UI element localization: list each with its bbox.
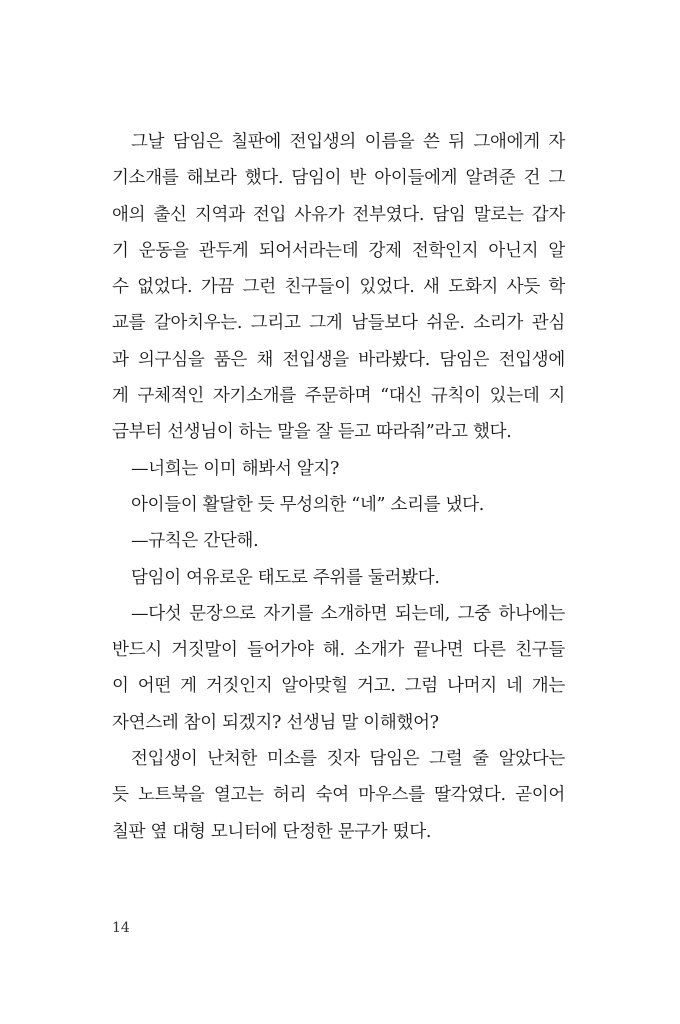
text-line: 금부터 선생님이 하는 말을 잘 듣고 따라줘”라고 했다. — [112, 422, 512, 443]
text-line: 기소개를 해보라 했다. 담임이 반 아이들에게 알려준 건 그 — [112, 168, 565, 189]
text-line: 그날 담임은 칠판에 전입생의 이름을 쓴 뒤 그애에게 자 — [131, 132, 565, 152]
page-number: 14 — [112, 920, 130, 936]
body-text — [112, 124, 565, 850]
text-line: —너희는 이미 해봐서 알지? — [131, 458, 340, 479]
text-line: 전입생이 난처한 미소를 짓자 담임은 그럴 줄 알았다는 — [131, 749, 565, 770]
text-line: 애의 출신 지역과 전입 사유가 전부였다. 담임 말로는 갑자 — [112, 204, 565, 225]
text-line: 게 구체적인 자기소개를 주문하며 “대신 규칙이 있는데 지 — [112, 386, 565, 407]
text-line: 과 의구심을 품은 채 전입생을 바라봤다. 담임은 전입생에 — [112, 349, 565, 370]
text-line: 교를 갈아치우는. 그리고 그게 남들보다 쉬운. 소리가 관심 — [112, 313, 565, 334]
text-line: 듯 노트북을 열고는 허리 숙여 마우스를 딸각였다. 곧이어 — [112, 785, 565, 806]
text-line: 기 운동을 관두게 되어서라는데 강제 전학인지 아닌지 알 — [112, 240, 565, 261]
text-line: 담임이 여유로운 태도로 주위를 둘러봤다. — [131, 567, 440, 588]
text-line: 자연스레 참이 되겠지? 선생님 말 이해했어? — [112, 712, 439, 733]
text-line: —규칙은 간단해. — [131, 531, 259, 552]
text-line: 수 없었다. 가끔 그런 친구들이 있었다. 새 도화지 사듯 학 — [112, 277, 565, 298]
text-line: 반드시 거짓말이 들어가야 해. 소개가 끝나면 다른 친구들 — [112, 640, 565, 661]
text-line: —다섯 문장으로 자기를 소개하면 되는데, 그중 하나에는 — [131, 603, 565, 624]
text-line: 이 어떤 게 거짓인지 알아맞힐 거고. 그럼 나머지 네 개는 — [112, 676, 565, 697]
text-line: 칠판 옆 대형 모니터에 단정한 문구가 떴다. — [112, 821, 432, 842]
text-line: 아이들이 활달한 듯 무성의한 “네” 소리를 냈다. — [131, 494, 485, 515]
